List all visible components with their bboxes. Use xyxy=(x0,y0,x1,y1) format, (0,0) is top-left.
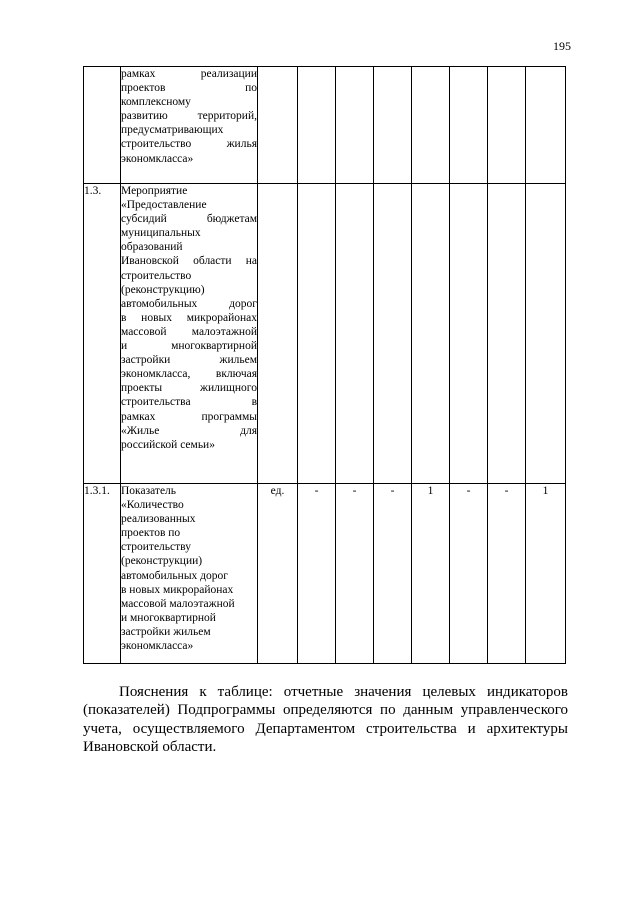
value-cell: 1 xyxy=(412,484,450,664)
row-name-cell xyxy=(121,184,258,484)
value-cell xyxy=(298,67,336,184)
row-name-cell xyxy=(121,484,258,664)
name-line: «Жилье для xyxy=(121,424,257,437)
name-line: в новых микрорайонах xyxy=(121,311,257,324)
row-number-cell: 1.3.1. xyxy=(84,484,121,664)
value-cell: - xyxy=(336,484,374,664)
name-line: массовой малоэтажной xyxy=(121,597,235,610)
row-number-cell xyxy=(84,67,121,184)
name-line: экономкласса» xyxy=(121,640,194,653)
value-cell: - xyxy=(450,484,488,664)
name-line: экономкласса, включая xyxy=(121,368,257,381)
value-cell: - xyxy=(298,484,336,664)
table-row xyxy=(84,67,566,184)
value-cell xyxy=(488,67,526,184)
unit-cell: ед. xyxy=(258,484,298,664)
table-row xyxy=(84,484,566,664)
table-row xyxy=(84,184,566,484)
name-line: «Предоставление xyxy=(121,199,207,212)
unit-cell xyxy=(258,184,298,484)
value-cell xyxy=(336,67,374,184)
name-line: автомобильных дорог xyxy=(121,297,257,310)
value-cell xyxy=(526,184,566,484)
name-line: (реконструкции) xyxy=(121,555,203,568)
name-line: в новых микрорайонах xyxy=(121,583,234,596)
value-cell xyxy=(374,184,412,484)
name-line: застройки жильем xyxy=(121,625,211,638)
name-line: российской семьи» xyxy=(121,438,215,451)
row-number-cell: 1.3. xyxy=(84,184,121,484)
name-line: «Количество xyxy=(121,499,184,512)
name-line: проектов по xyxy=(121,527,181,540)
name-line: экономкласса» xyxy=(121,152,194,165)
name-line: Мероприятие xyxy=(121,185,188,197)
name-line: образований xyxy=(121,241,183,254)
unit-cell xyxy=(258,67,298,184)
name-line: Показатель xyxy=(121,485,177,497)
value-cell xyxy=(298,184,336,484)
name-line: комплексному xyxy=(121,96,191,109)
table-note: Пояснения к таблице: отчетные значения целевых индикаторов (показателей) Подпрограммы определяются по данным управленческого учета, осуществляемого Департаментом строительства и архитектуры Ивановской области. xyxy=(83,684,568,756)
page-number: 195 xyxy=(553,39,571,53)
name-line: и многоквартирной xyxy=(121,340,257,353)
name-line: и многоквартирной xyxy=(121,611,216,624)
value-cell xyxy=(336,184,374,484)
value-cell: - xyxy=(488,484,526,664)
name-line: рамках программы xyxy=(121,410,257,423)
value-cell xyxy=(412,184,450,484)
row-name-cell xyxy=(121,67,258,184)
value-cell xyxy=(450,67,488,184)
name-line: предусматривающих xyxy=(121,124,224,137)
name-line: строительство жилья xyxy=(121,138,257,151)
value-cell xyxy=(526,67,566,184)
name-line: строительству xyxy=(121,541,191,554)
name-line: строительство xyxy=(121,269,192,282)
name-line: (реконструкцию) xyxy=(121,283,205,296)
indicators-table xyxy=(83,66,566,664)
name-line: массовой малоэтажной xyxy=(121,325,257,338)
name-line: застройки жильем xyxy=(121,354,257,367)
name-line: рамках реализации xyxy=(121,68,257,80)
value-cell xyxy=(412,67,450,184)
name-line: строительства в xyxy=(121,396,257,409)
name-line: Ивановской области на xyxy=(121,255,257,268)
value-cell xyxy=(450,184,488,484)
name-line: муниципальных xyxy=(121,227,201,240)
value-cell xyxy=(374,67,412,184)
value-cell: - xyxy=(374,484,412,664)
name-line: развитию территорий, xyxy=(121,110,257,123)
value-cell xyxy=(488,184,526,484)
name-line: автомобильных дорог xyxy=(121,569,228,582)
name-line: проекты жилищного xyxy=(121,382,257,395)
name-line: реализованных xyxy=(121,513,196,526)
name-line: субсидий бюджетам xyxy=(121,213,257,226)
value-cell: 1 xyxy=(526,484,566,664)
name-line: проектов по xyxy=(121,82,257,95)
